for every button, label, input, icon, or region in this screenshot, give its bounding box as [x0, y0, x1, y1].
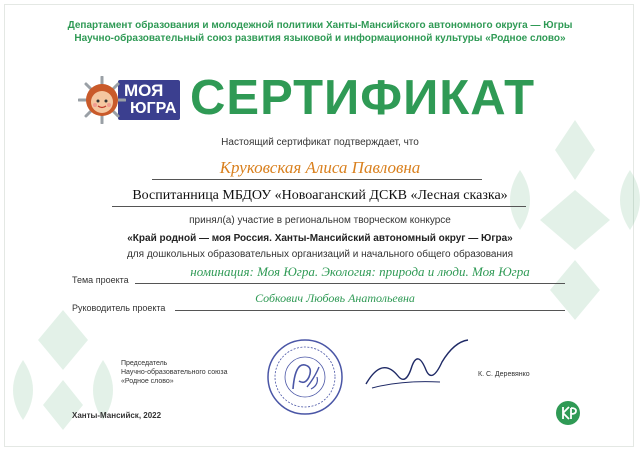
rodnoe-slovo-badge-icon — [555, 400, 581, 426]
contest-line-3: для дошкольных образовательных организаций и начального общего образования — [126, 249, 514, 260]
contest-line-2: «Край родной — моя Россия. Ханты-Мансийский автономный округ — Югра» — [127, 233, 513, 244]
seal-stamp-icon — [265, 337, 345, 417]
topic-value: номинация: Моя Югра. Экология: природа и люди. Моя Югра — [190, 264, 530, 279]
chair-line-1: Председатель — [121, 360, 168, 367]
intro-text: Настоящий сертификат подтверждает, что — [221, 137, 419, 148]
chair-line-2: Научно-образовательного союза — [121, 369, 228, 376]
logo-word-2: ЮГРА — [130, 100, 177, 117]
leader-label: Руководитель проекта — [72, 303, 166, 313]
organization-underline — [112, 206, 526, 207]
chair-line-3: «Родное слово» — [121, 378, 174, 385]
city-year: Ханты-Мансийск, 2022 — [72, 411, 162, 420]
recipient-underline — [152, 179, 482, 180]
header-line-1: Департамент образования и молодежной политики Ханты-Мансийского автономного округа — Югры — [67, 20, 573, 31]
moya-yugra-logo — [78, 76, 178, 124]
logo-word-1: МОЯ — [124, 81, 164, 100]
recipient-name: Круковская Алиса Павловна — [219, 158, 421, 177]
certificate-title: СЕРТИФИКАТ — [190, 71, 536, 125]
girl-face-icon — [78, 76, 126, 124]
leader-underline — [175, 310, 565, 311]
leader-value: Собкович Любовь Анатольевна — [255, 291, 415, 305]
topic-label: Тема проекта — [72, 275, 129, 285]
signer-name: К. С. Деревянко — [478, 371, 530, 378]
header-line-2: Научно-образовательный союз развития языковой и информационной культуры «Родное слово» — [74, 33, 566, 44]
organization-text: Воспитанница МБДОУ «Новоаганский ДСКВ «Лесная сказка» — [132, 188, 508, 203]
contest-line-1: принял(а) участие в региональном творческом конкурсе — [189, 215, 451, 226]
topic-underline — [135, 283, 565, 284]
signature-icon — [362, 336, 472, 396]
